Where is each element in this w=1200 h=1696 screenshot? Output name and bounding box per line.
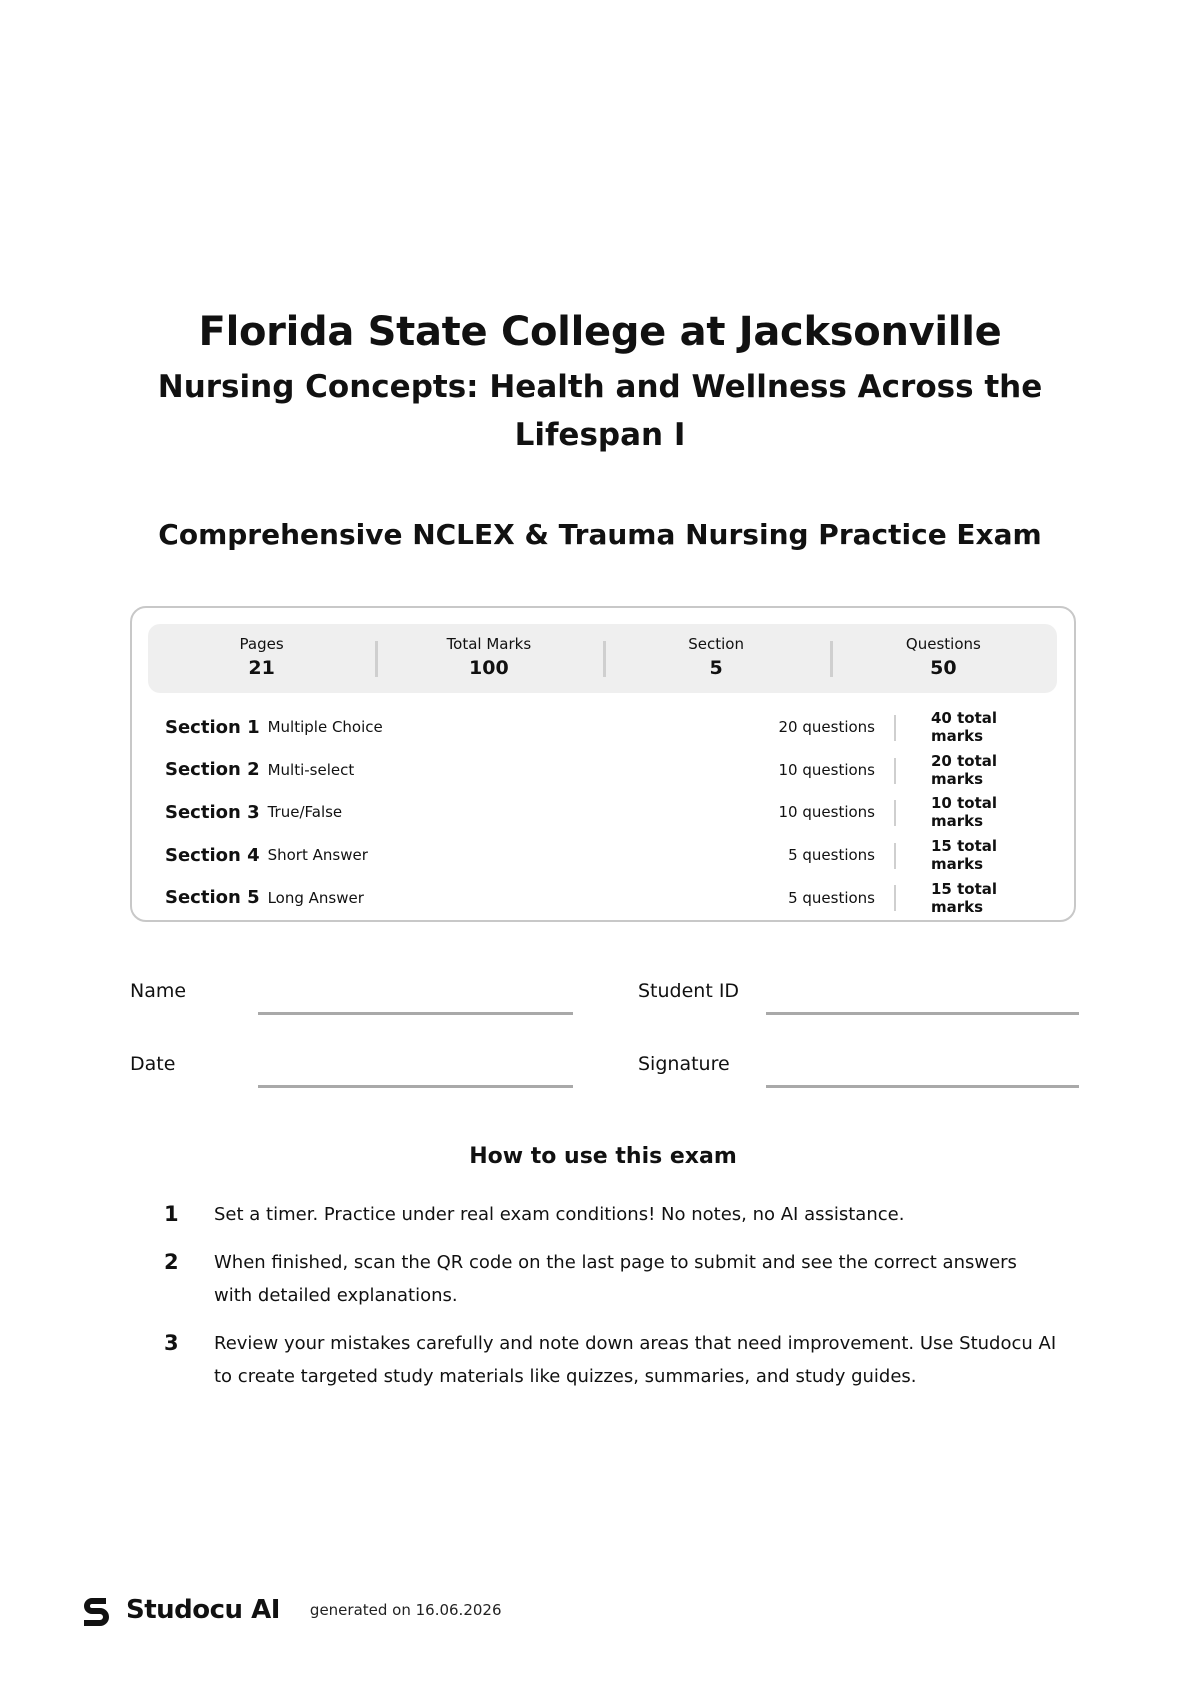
student-id-field[interactable] (638, 978, 1078, 1018)
section-question-count: 5 questions (788, 888, 875, 907)
stat-label: Questions (905, 635, 981, 653)
howto-step (160, 1246, 1060, 1312)
stat-questions (830, 624, 1057, 693)
stat-value: 21 (248, 657, 275, 679)
step-text: Review your mistakes carefully and note down areas that need improvement. Use Studocu AI to create targeted study materials like quizzes, summaries, and study guides. (214, 1333, 1057, 1387)
exam-title: Comprehensive NCLEX & Trauma Nursing Practice Exam (158, 518, 1042, 551)
section-name: Section 5 (165, 887, 260, 909)
date-field[interactable] (130, 1051, 576, 1091)
section-row (165, 749, 1041, 792)
section-marks: 40 total marks (931, 709, 998, 746)
step-text: When finished, scan the QR code on the last page to submit and see the correct answers with detailed explanations. (214, 1252, 1017, 1306)
exam-summary-box (130, 606, 1076, 922)
stat-pages (148, 624, 375, 693)
stats-bar (148, 624, 1057, 693)
step-number: 3 (164, 1331, 179, 1355)
section-type: Long Answer (267, 888, 364, 907)
date-line[interactable] (258, 1085, 573, 1088)
generated-date: generated on 16.06.2026 (309, 1601, 502, 1619)
section-list (165, 706, 1041, 919)
brand-name: Studocu AI (126, 1595, 280, 1625)
name-field[interactable] (130, 978, 576, 1018)
stat-label: Total Marks (446, 635, 532, 653)
section-row (165, 791, 1041, 834)
section-marks: 15 total marks (931, 879, 998, 916)
stat-total-marks (375, 624, 602, 693)
stat-value: 5 (709, 657, 723, 679)
section-row (165, 706, 1041, 749)
section-type: Short Answer (267, 846, 368, 865)
section-question-count: 5 questions (788, 846, 875, 865)
name-label: Name (130, 980, 187, 1002)
footer (78, 1590, 502, 1630)
step-number: 1 (164, 1202, 179, 1226)
section-divider (894, 715, 896, 741)
studocu-logo-icon (78, 1592, 114, 1628)
section-row (165, 876, 1041, 919)
stat-label: Pages (239, 635, 284, 653)
course-name: Nursing Concepts: Health and Wellness Across the Lifespan I (157, 369, 1043, 453)
howto-steps (160, 1198, 1060, 1408)
section-type: Multi-select (267, 760, 355, 779)
section-question-count: 10 questions (778, 760, 875, 779)
student-id-label: Student ID (638, 980, 740, 1002)
student-id-line[interactable] (766, 1012, 1079, 1015)
section-type: True/False (267, 803, 343, 822)
stat-value: 50 (930, 657, 957, 679)
section-divider (894, 758, 896, 784)
college-name: Florida State College at Jacksonville (198, 309, 1002, 355)
stat-section (603, 624, 830, 693)
signature-line[interactable] (766, 1085, 1079, 1088)
signature-field[interactable] (638, 1051, 1078, 1091)
section-question-count: 20 questions (778, 718, 875, 737)
signature-label: Signature (638, 1053, 730, 1075)
step-text: Set a timer. Practice under real exam conditions! No notes, no AI assistance. (214, 1204, 905, 1225)
stat-label: Section (688, 635, 744, 653)
section-question-count: 10 questions (778, 803, 875, 822)
section-divider (894, 800, 896, 826)
section-marks: 20 total marks (931, 751, 998, 788)
section-marks: 15 total marks (931, 837, 998, 874)
step-number: 2 (164, 1250, 179, 1274)
name-line[interactable] (258, 1012, 573, 1015)
section-name: Section 1 (165, 716, 260, 738)
section-name: Section 2 (165, 759, 260, 781)
section-type: Multiple Choice (267, 718, 383, 737)
howto-step (160, 1198, 1060, 1231)
stat-value: 100 (469, 657, 509, 679)
section-divider (894, 885, 896, 911)
section-name: Section 4 (165, 844, 260, 866)
howto-title: How to use this exam (469, 1144, 737, 1169)
date-label: Date (130, 1053, 176, 1075)
section-divider (894, 843, 896, 869)
section-row (165, 834, 1041, 877)
howto-step (160, 1327, 1060, 1393)
title-block (130, 305, 1070, 459)
section-marks: 10 total marks (931, 794, 998, 831)
section-name: Section 3 (165, 801, 260, 823)
